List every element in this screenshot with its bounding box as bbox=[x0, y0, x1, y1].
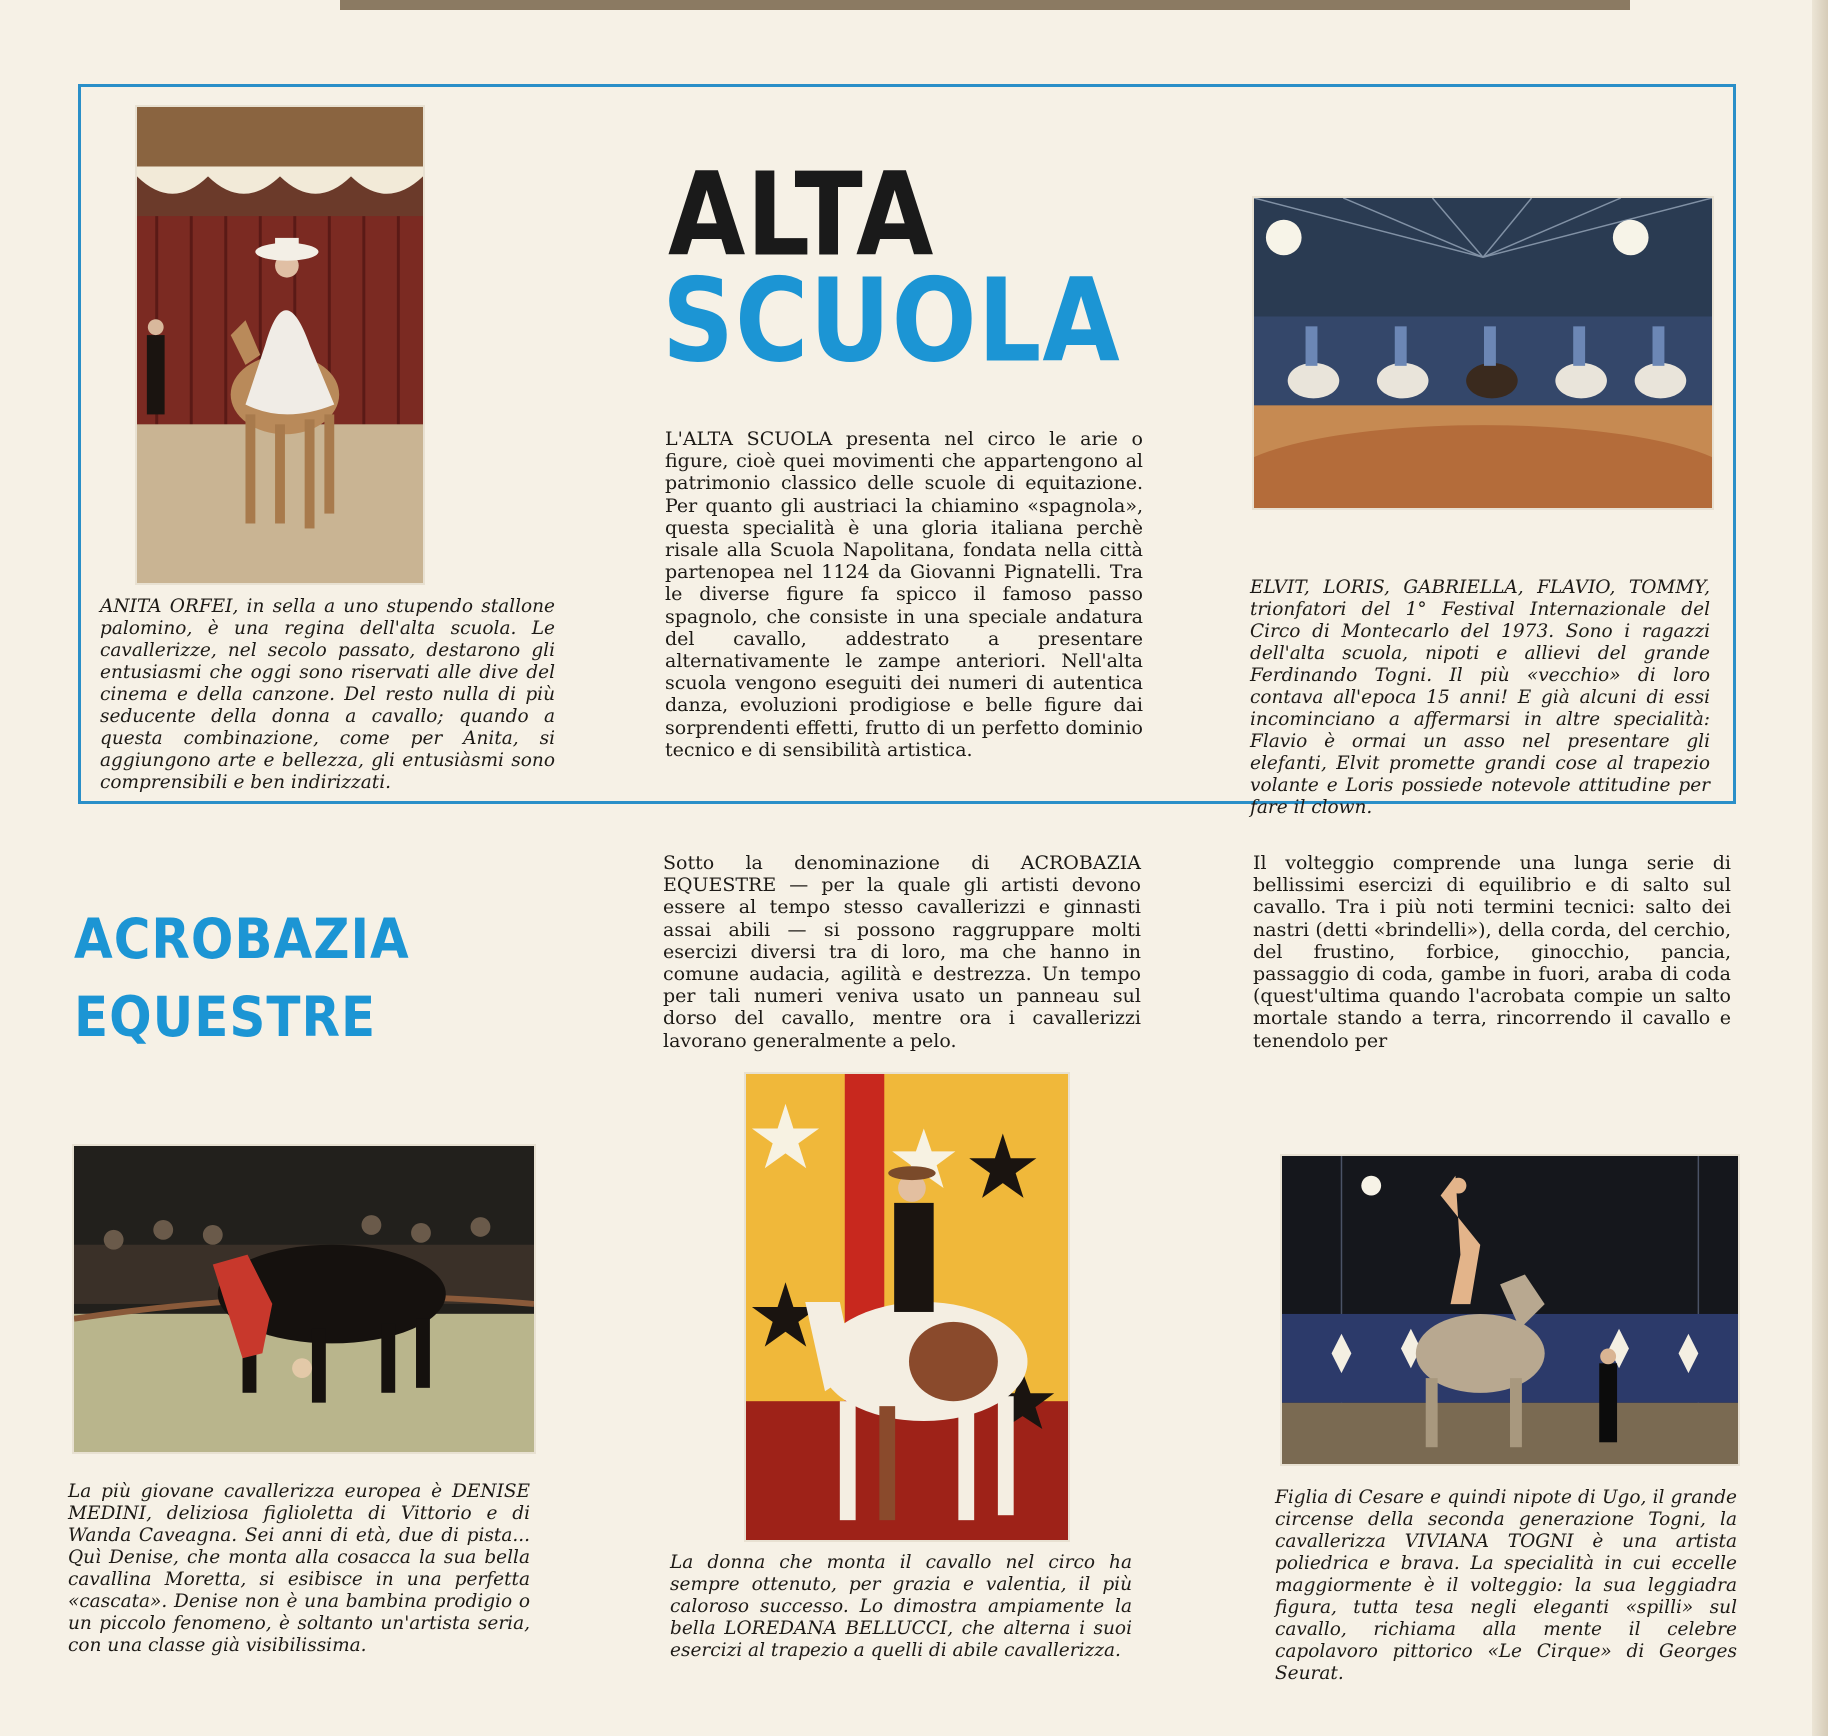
photo-loredana-bellucci bbox=[744, 1072, 1070, 1542]
acrobazia-body-col2: Il volteggio comprende una lunga serie di bellissimi esercizi di equilibrio e di salto sul cavallo. Tra i più noti termini tecnici: salto dei nastri (detti «brindelli»), della corda, del cerchio, del frustino, forbice, ginocchio, pancia, passaggio di coda, gambe in fuori, araba di coda (quest'ultima quando l'acrobata compie un salto mortale stando a terra, rincorrendo il cavallo e tenendolo per bbox=[1253, 852, 1731, 1052]
caption-anita-orfei: ANITA ORFEI, in sella a uno stupendo stallone palomino, è una regina dell'alta scuola. Le cavallerizze, nel secolo passato, destarono gli entusiasmi che oggi sono riservati alle dive del cinema e della canzone. Del resto nulla di più seducente della donna a cavallo; quando a questa combinazione, come per Anita, si aggiungono arte e bellezza, gli entusiàsmi sono comprensibili e ben indirizzati. bbox=[100, 596, 555, 793]
title-scuola: SCUOLA bbox=[662, 253, 1121, 389]
acrobazia-body-col1: Sotto la denominazione di ACROBAZIA EQUESTRE — per la quale gli artisti devono essere al tempo stesso cavallerizzi e ginnasti assai abili — si possono raggruppare molti esercizi diversi tra di loro, ma che hanno in comune audacia, agilità e destrezza. Un tempo per tali numeri veniva usato un panneau sul dorso del cavallo, mentre ora i cavallerizzi lavorano generalmente a pelo. bbox=[663, 852, 1141, 1052]
page-edge-top bbox=[340, 0, 1630, 10]
page-edge-right bbox=[1812, 0, 1828, 1736]
photo-denise-medini bbox=[72, 1144, 536, 1454]
caption-togni-boys: ELVIT, LORIS, GABRIELLA, FLAVIO, TOMMY, trionfatori del 1° Festival Internazionale del Circo di Montecarlo del 1973. Sono i ragazzi dell'alta scuola, nipoti e allievi del grande Ferdinando Togni. Il più «vecchio» di loro contava all'epoca 15 anni! E già alcuni di essi incominciano a affermarsi in altre specialità: Flavio è ormai un asso nel presentare gli elefanti, Elvit promette grandi cose al trapezio volante e Loris possiede notevole attitudine per fare il clown. bbox=[1250, 577, 1710, 818]
caption-viviana-togni: Figlia di Cesare e quindi nipote di Ugo, il grande circense della seconda generazione Togni, la cavallerizza VIVIANA TOGNI è una artista poliedrica e brava. La specialità in cui eccelle maggiormente è il volteggio: la sua leggiadra figura, tutta tesa negli eleganti «spilli» sul cavallo, richiama alla mente il celebre capolavoro pittorico «Le Cirque» di Georges Seurat. bbox=[1275, 1487, 1737, 1684]
photo-anita-orfei bbox=[135, 105, 425, 585]
alta-scuola-body: L'ALTA SCUOLA presenta nel circo le arie o figure, cioè quei movimenti che appartengono al patrimonio classico delle scuole di equitazione. Per quanto gli austriaci la chiamino «spagnola», questa specialità è una gloria italiana perchè risale alla Scuola Napolitana, fondata nella città partenopea nel 1124 da Giovanni Pignatelli. Tra le diverse figure fa spicco il famoso passo spagnolo, che consiste in una speciale andatura del cavallo, addestrato a presentare alternativamente le zampe anteriori. Nell'alta scuola vengono eseguiti dei numeri di autentica danza, evoluzioni prodigiose e belle figure dai sorprendenti effetti, frutto di un perfetto dominio tecnico e di sensibilità artistica. bbox=[665, 428, 1143, 761]
photo-viviana-togni bbox=[1280, 1154, 1740, 1466]
title-alta: ALTA bbox=[668, 147, 935, 283]
caption-loredana-bellucci: La donna che monta il cavallo nel circo ha sempre ottenuto, per grazia e valentia, il più caloroso successo. Lo dimostra ampiamente la bella LOREDANA BELLUCCI, che alterna i suoi esercizi al trapezio a quelli di abile cavallerizza. bbox=[670, 1552, 1132, 1661]
title-acrobazia: ACROBAZIA bbox=[74, 907, 410, 972]
photo-togni-boys bbox=[1252, 196, 1714, 510]
title-equestre: EQUESTRE bbox=[74, 985, 377, 1050]
caption-denise-medini: La più giovane cavallerizza europea è DENISE MEDINI, deliziosa figlioletta di Vittorio e di Wanda Caveagna. Sei anni di età, due di pista... Quì Denise, che monta alla cosacca la sua bella cavallina Moretta, si esibisce in una perfetta «cascata». Denise non è una bambina prodigio o un piccolo fenomeno, è soltanto un'artista seria, con una classe già visibilissima. bbox=[68, 1481, 530, 1656]
